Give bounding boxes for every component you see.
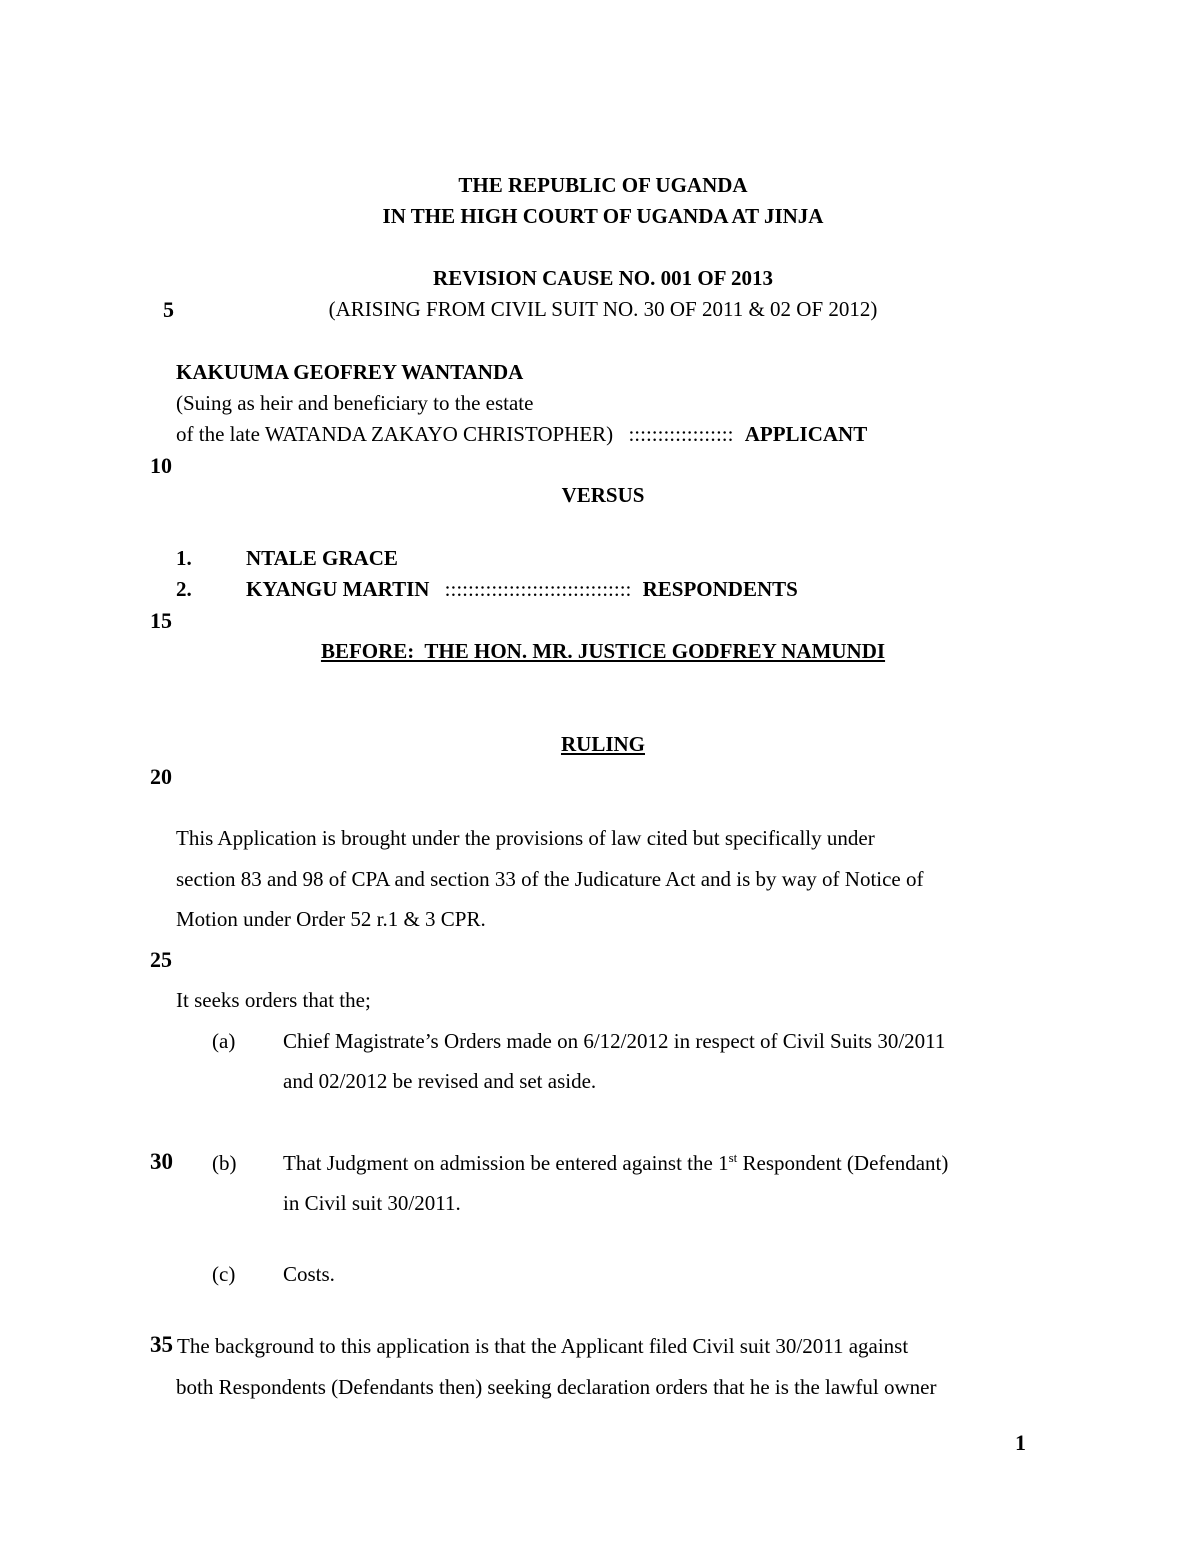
respondent-line — [246, 576, 798, 602]
page-number: 1 — [1015, 1430, 1026, 1455]
line-number: 20 — [150, 764, 172, 789]
order-line: in Civil suit 30/2011. — [283, 1191, 461, 1215]
order-line: and 02/2012 be revised and set aside. — [283, 1069, 597, 1093]
arising-from: (ARISING FROM CIVIL SUIT NO. 30 OF 2011 & 02 OF 2012) — [328, 297, 878, 321]
applicant-role: APPLICANT — [744, 422, 868, 446]
order-label: (a) — [212, 1029, 236, 1053]
line-number: 35 — [150, 1332, 173, 1357]
applicant-estate-text: of the late WATANDA ZAKAYO CHRISTOPHER) — [176, 422, 614, 446]
respondents-role: RESPONDENTS — [642, 577, 798, 601]
order-line: Chief Magistrate’s Orders made on 6/12/2012 in respect of Civil Suits 30/2011 — [283, 1029, 946, 1053]
coram-text: BEFORE: THE HON. MR. JUSTICE GODFREY NAMUNDI — [320, 639, 886, 663]
ruling-heading — [0, 731, 1200, 757]
republic-heading: THE REPUBLIC OF UGANDA — [458, 173, 748, 197]
order-label: (c) — [212, 1262, 236, 1286]
order-line — [283, 1150, 948, 1176]
court-heading: IN THE HIGH COURT OF UGANDA AT JINJA — [382, 204, 824, 228]
body-line: The background to this application is that the Applicant filed Civil suit 30/2011 against — [177, 1334, 909, 1358]
ruling-text: RULING — [560, 732, 645, 756]
line-number: 25 — [150, 947, 172, 972]
coram-heading — [0, 638, 1200, 664]
applicant-name: KAKUUMA GEOFREY WANTANDA — [176, 360, 524, 384]
respondents-colons: :::::::::::::::::::::::::::::::: — [444, 577, 632, 601]
order-label: (b) — [212, 1151, 237, 1175]
body-line: both Respondents (Defendants then) seeking declaration orders that he is the lawful owner — [176, 1375, 937, 1399]
versus-heading: VERSUS — [561, 483, 645, 507]
applicant-suing-line: (Suing as heir and beneficiary to the estate — [176, 391, 534, 415]
applicant-suing-line — [176, 421, 867, 447]
respondent-number: 1. — [176, 546, 192, 570]
applicant-colons: :::::::::::::::::: — [628, 422, 734, 446]
line-number: 5 — [163, 297, 174, 322]
order-text: That Judgment on admission be entered against the 1 — [283, 1151, 729, 1175]
line-number: 10 — [150, 453, 172, 478]
order-line: Costs. — [283, 1262, 335, 1286]
body-line: Motion under Order 52 r.1 & 3 CPR. — [176, 907, 486, 931]
ordinal-superscript: st — [728, 1150, 738, 1165]
respondent-name: NTALE GRACE — [246, 546, 398, 570]
cause-number: REVISION CAUSE NO. 001 OF 2013 — [433, 266, 773, 290]
respondent-name: KYANGU MARTIN — [246, 577, 430, 601]
line-number: 30 — [150, 1149, 173, 1174]
order-text: Respondent (Defendant) — [737, 1151, 949, 1175]
line-number: 15 — [150, 608, 172, 633]
body-line: It seeks orders that the; — [176, 988, 371, 1012]
respondent-number: 2. — [176, 577, 192, 601]
body-line: section 83 and 98 of CPA and section 33 of the Judicature Act and is by way of Notice of — [176, 867, 924, 891]
body-line: This Application is brought under the provisions of law cited but specifically under — [176, 826, 875, 850]
